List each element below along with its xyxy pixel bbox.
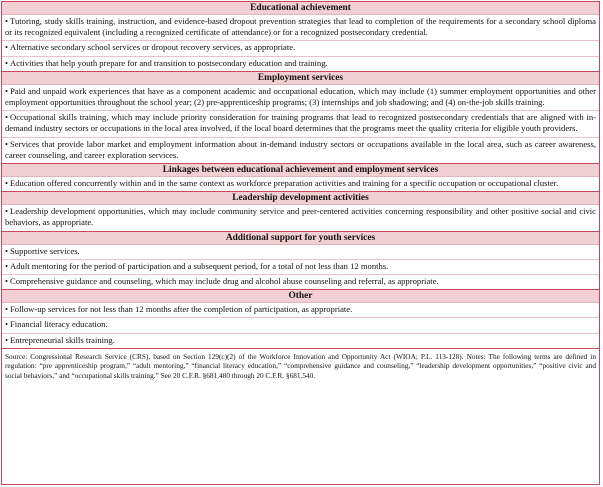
program-elements-table (1, 1, 600, 485)
bullet-icon: • (5, 112, 9, 123)
list-item (2, 245, 599, 260)
list-item (2, 205, 599, 231)
list-item (2, 111, 599, 137)
list-item (2, 275, 599, 290)
list-item (2, 334, 599, 349)
list-item (2, 318, 599, 333)
list-item (2, 138, 599, 164)
bullet-icon: • (5, 85, 9, 96)
bullet-icon: • (5, 276, 9, 287)
bullet-icon: • (5, 334, 9, 345)
item-text: Comprehensive guidance and counseling, which may include drug and alcohol abuse counseling and referral, as appropriate. (10, 276, 439, 287)
bullet-icon: • (5, 245, 9, 256)
list-item (2, 57, 599, 72)
item-text: Entrepreneurial skills training. (10, 334, 115, 345)
bullet-icon: • (5, 138, 9, 149)
section-header: Educational achievement (2, 2, 599, 15)
section-header: Additional support for youth services (2, 232, 599, 245)
list-item (2, 303, 599, 318)
bullet-icon: • (5, 178, 9, 189)
list-item (2, 41, 599, 56)
list-item (2, 177, 599, 192)
section-header: Employment services (2, 72, 599, 85)
list-item (2, 85, 599, 111)
section-header: Other (2, 290, 599, 303)
item-text: Follow-up services for not less than 12 months after the completion of participation, as appropriate. (10, 304, 353, 315)
section-header: Leadership development activities (2, 192, 599, 205)
bullet-icon: • (5, 42, 9, 53)
section-header: Linkages between educational achievement and employment services (2, 164, 599, 177)
list-item (2, 15, 599, 41)
item-text: Alternative secondary school services or dropout recovery services, as appropriate. (10, 42, 296, 53)
item-text: Supportive services. (10, 245, 80, 256)
bullet-icon: • (5, 319, 9, 330)
bullet-icon: • (5, 304, 9, 315)
item-text: Services that provide labor market and employment information about in-demand industry sectors or occupations available in the local area, such as career awareness, career counseling, and career exploration services. (5, 138, 596, 160)
item-text: Financial literacy education. (10, 319, 108, 330)
bullet-icon: • (5, 206, 9, 217)
item-text: Leadership development opportunities, which may include community service and peer-centered activities concerning responsibility and other positive social and civic behaviors, as appropriate. (5, 206, 596, 228)
bullet-icon: • (5, 57, 9, 68)
item-text: Education offered concurrently within and in the same context as workforce preparation activities and training for a specific occupation or occupational cluster. (10, 178, 559, 189)
item-text: Adult mentoring for the period of participation and a subsequent period, for a total of not less than 12 months. (10, 260, 389, 271)
item-text: Paid and unpaid work experiences that have as a component academic and occupational education, which may include (1) summer employment opportunities and other employment opportunities throughout the school year; (2) pre-apprenticeship programs; (3) internships and job shadowing; and (4) on-the-job skills training. (5, 85, 596, 108)
item-text: Occupational skills training, which may include priority consideration for training programs that lead to recognized postsecondary credentials that are aligned with in-demand industry sectors or occupations in the local area involved, if the local board determines that the programs meet the quality criteria for eligible youth providers. (5, 112, 596, 134)
bullet-icon: • (5, 260, 9, 271)
source-note: Source: Congressional Research Service (CRS), based on Section 129(c)(2) of the Workforce Innovation and Opportunity Act (WIOA; P.L. 113-128). Notes: The following terms are defined in regulation: “pre apprenticeship program,” “adult mentoring,” “financial literacy education,” “comprehensive guidance and counseling,” “leadership development opportunities,” “positive civic and social behaviors,” and “occupational skills training.” See 20 C.F.R. §681.480 through 20 C.F.R. §681.540. (5, 351, 596, 381)
item-text: Tutoring, study skills training, instruction, and evidence-based dropout prevention strategies that lead to completion of the requirements for a secondary school diploma or its recognized equivalent (including a recognized certificate of attendance) or for a recognized postsecondary credential. (5, 16, 596, 38)
bullet-icon: • (5, 16, 9, 26)
item-text: Activities that help youth prepare for and transition to postsecondary education and training. (10, 57, 328, 68)
list-item (2, 260, 599, 275)
